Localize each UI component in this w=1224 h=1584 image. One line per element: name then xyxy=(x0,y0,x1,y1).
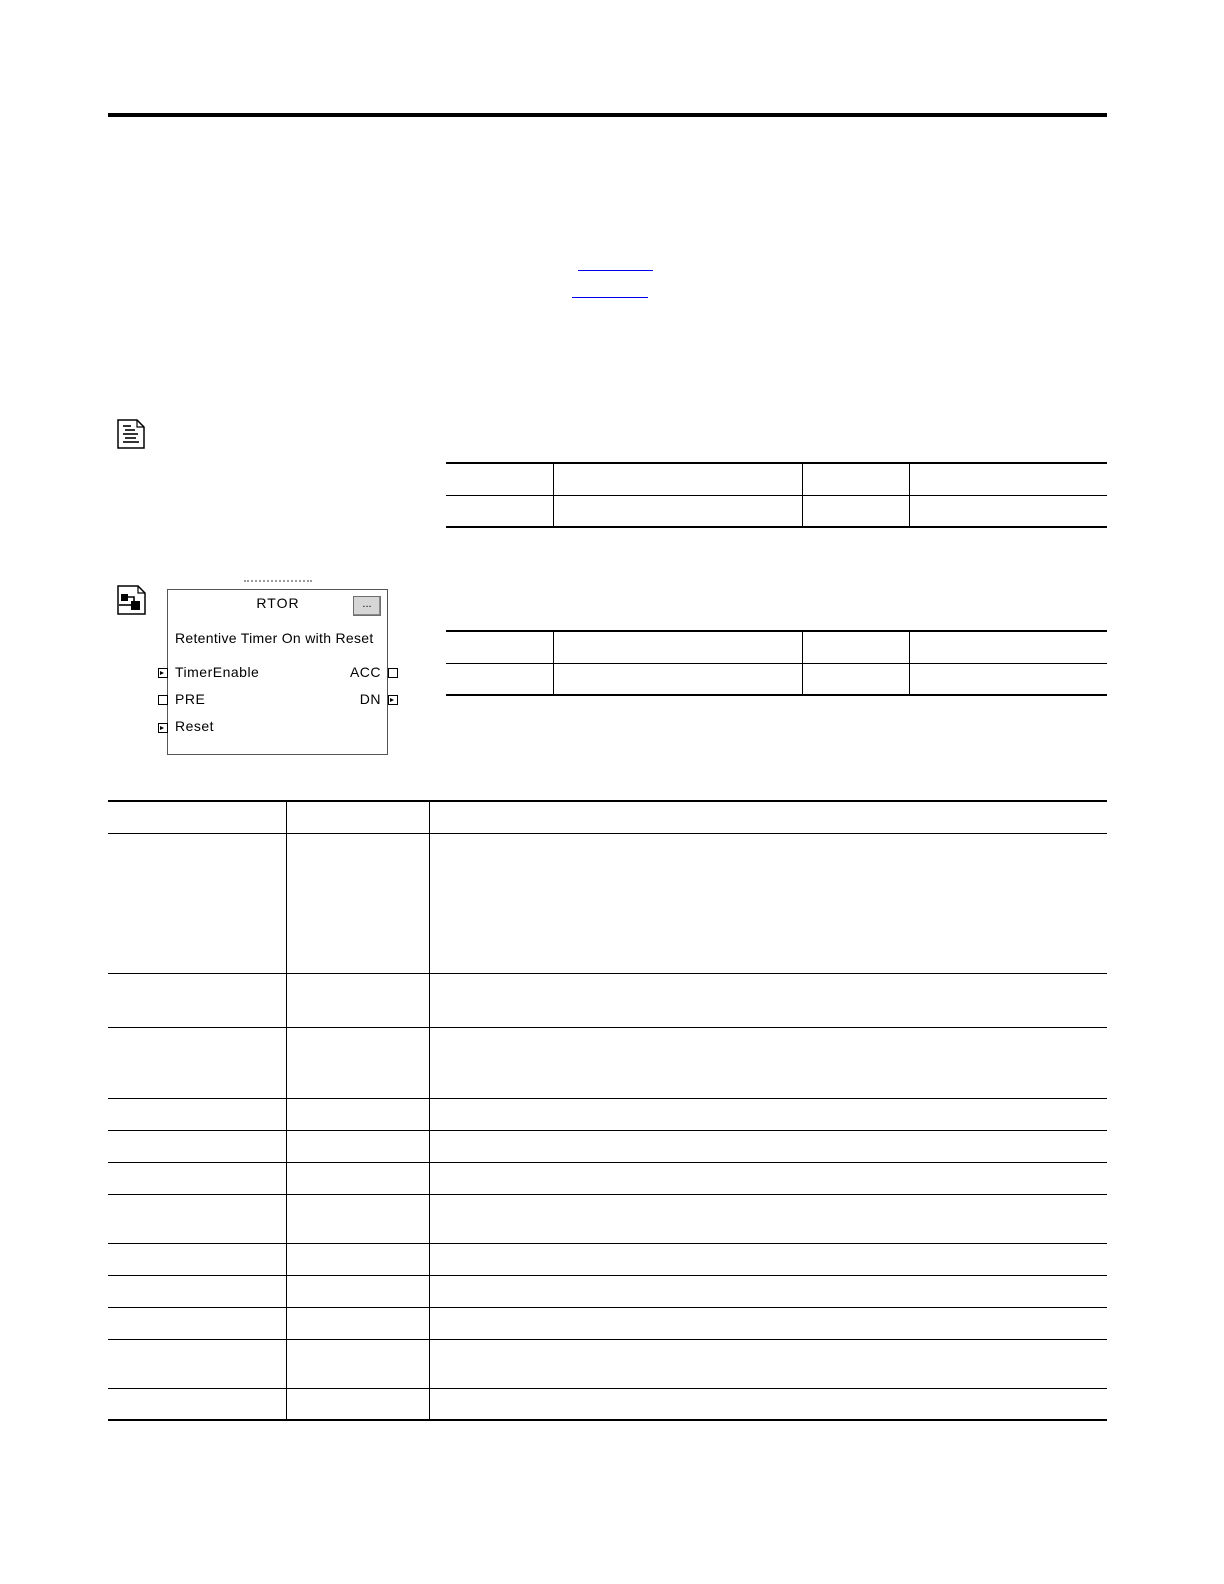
operand-table-2 xyxy=(446,630,1107,696)
header-rule xyxy=(108,113,1107,117)
table-row xyxy=(108,973,1107,1027)
table-row xyxy=(108,1162,1107,1194)
function-block-description: Retentive Timer On with Reset xyxy=(175,630,374,646)
input-pin-label-timerenable: TimerEnable xyxy=(175,664,260,680)
structured-text-document-icon xyxy=(117,419,145,449)
input-pin-label-reset: Reset xyxy=(175,718,215,734)
acc-output-pin-icon[interactable] xyxy=(388,668,398,678)
timerenable-input-pin-icon[interactable] xyxy=(158,668,168,678)
parameter-table xyxy=(108,800,1107,1421)
table-row xyxy=(108,1027,1107,1098)
input-pin-label-pre: PRE xyxy=(175,691,206,707)
table-row xyxy=(108,1098,1107,1130)
cross-reference-link-2[interactable] xyxy=(572,297,648,298)
output-pin-label-acc: ACC xyxy=(349,664,381,680)
table-row xyxy=(108,1194,1107,1243)
table-row xyxy=(446,663,1107,695)
pre-input-pin-icon[interactable] xyxy=(158,695,168,705)
table-header-row xyxy=(108,801,1107,833)
table-row xyxy=(446,495,1107,527)
reset-input-pin-icon[interactable] xyxy=(158,723,168,733)
table-row xyxy=(108,1388,1107,1420)
function-block-diagram-icon xyxy=(117,585,147,615)
output-pin-label-dn: DN xyxy=(359,691,381,707)
function-block-instruction-name: RTOR xyxy=(256,595,300,611)
table-row xyxy=(108,833,1107,973)
table-header-row xyxy=(446,463,1107,495)
properties-button[interactable]: ... xyxy=(353,596,381,616)
cross-reference-link-1[interactable] xyxy=(578,270,653,271)
rtor-function-block[interactable] xyxy=(167,589,388,755)
table-row xyxy=(108,1339,1107,1388)
dn-output-pin-icon[interactable] xyxy=(388,695,398,705)
function-block-tag-name xyxy=(244,575,312,582)
table-row xyxy=(108,1243,1107,1275)
operand-table-1 xyxy=(446,462,1107,528)
table-header-row xyxy=(446,631,1107,663)
table-row xyxy=(108,1275,1107,1307)
table-row xyxy=(108,1130,1107,1162)
table-row xyxy=(108,1307,1107,1339)
